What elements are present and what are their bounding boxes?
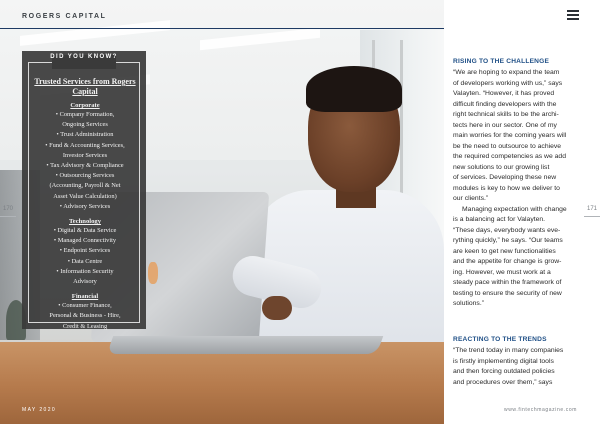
page-marker-right — [584, 216, 600, 217]
list-item: • Fund & Accounting Services, — [45, 141, 125, 149]
text-line: Managing expectation with change — [462, 205, 567, 213]
list-item: • Data Centre — [67, 257, 103, 265]
list-item: • Consumer Finance, — [58, 302, 112, 310]
did-you-know-border — [28, 62, 140, 330]
did-you-know-content — [29, 77, 141, 332]
text-line: is firstly implementing digital tools — [453, 357, 554, 365]
brand-name: ROGERS CAPITAL — [22, 13, 107, 20]
text-line: testing to ensure the security of new — [453, 289, 562, 297]
list-item: • Endpoint Services — [59, 247, 111, 255]
did-you-know-box — [22, 51, 146, 329]
article-body — [453, 346, 581, 388]
box-title: Trusted Services from Rogers Capital — [34, 77, 136, 96]
text-line: of services. Developing these new — [453, 174, 557, 181]
text-line: difficult finding developers with the — [453, 100, 557, 108]
text-line: main worries for the coming years will — [453, 132, 567, 139]
text-line: “The trend today in many companies — [453, 347, 564, 354]
text-line: right technical skills to be the archi- — [453, 111, 559, 118]
page-number-left: 170 — [3, 206, 14, 212]
text-line: be the need to outsource to achieve — [453, 142, 562, 150]
text-line: “These days, everybody wants eve- — [453, 226, 561, 234]
list-item: Credit & Leasing — [62, 322, 108, 330]
text-line: “We are hoping to expand the team — [453, 69, 560, 76]
text-line: and procedures over them,” says — [453, 378, 553, 386]
section-heading: RISING TO THE CHALLENGE — [453, 58, 550, 65]
list-item: • Tax Advisory & Compliance — [46, 162, 124, 170]
list-item: (Accounting, Payroll & Net — [49, 182, 121, 190]
text-line: is a balancing act for Valayten. — [453, 216, 546, 223]
text-line: our clients.” — [453, 195, 489, 202]
list-item: • Outsourcing Services — [55, 172, 115, 180]
page-number-right: 171 — [587, 206, 598, 212]
article-body — [453, 68, 581, 310]
text-line: rything quickly,” he says. “Our teams — [453, 237, 563, 244]
list-item: • Managed Connectivity — [53, 237, 117, 245]
text-line: and the appetite for change is grow- — [453, 258, 562, 265]
text-line: are keen to get new functionalities — [453, 247, 556, 255]
list-item: • Digital & Data Service — [53, 227, 117, 235]
section-heading-corporate: Corporate — [70, 102, 100, 109]
list-item: Advisory — [73, 278, 97, 286]
section-heading-financial: Financial — [71, 293, 99, 301]
article-page — [444, 0, 600, 424]
text-line: solutions.” — [453, 300, 484, 307]
header-rule — [0, 28, 444, 29]
text-line: steady pace within the framework of — [453, 279, 562, 286]
text-line: the required competencies as we add — [453, 153, 566, 160]
list-item: Investor Services — [62, 151, 108, 159]
list-item: • Company Formation, — [55, 111, 115, 118]
text-line: ing. However, we must work at a — [453, 268, 551, 276]
text-line: of developers working with us,” says — [453, 79, 563, 87]
list-item: Personal & Business - Hire, — [49, 312, 121, 320]
text-line: Valayten. “However, it has proved — [453, 90, 555, 97]
list-item: Asset Value Calculation) — [53, 192, 117, 200]
section-heading: REACTING TO THE TRENDS — [453, 336, 547, 343]
text-line: new solutions to our growing list — [453, 163, 550, 171]
section-heading-technology: Technology — [69, 218, 101, 226]
hamburger-menu-icon[interactable] — [567, 10, 579, 23]
list-item: • Trust Administration — [56, 131, 114, 139]
page-marker-left — [0, 216, 16, 217]
wooden-table — [0, 342, 444, 424]
issue-date: MAY 2020 — [22, 407, 57, 413]
text-line: and then forcing outdated policies — [453, 368, 555, 375]
list-item: • Information Security — [56, 267, 114, 275]
list-item: Ongoing Services — [62, 121, 108, 129]
text-line: modules is key to how we deliver to — [453, 184, 560, 192]
laptop-base — [107, 336, 384, 354]
did-you-know-label: DID YOU KNOW? — [50, 54, 118, 60]
list-item: • Advisory Services — [59, 202, 111, 210]
website-link[interactable]: www.fintechmagazine.com — [504, 407, 577, 413]
laptop-logo-glow — [148, 262, 158, 284]
text-line: tects here in our sector. One of my — [453, 121, 557, 129]
person-hand — [262, 296, 292, 320]
person-hair — [306, 66, 402, 112]
